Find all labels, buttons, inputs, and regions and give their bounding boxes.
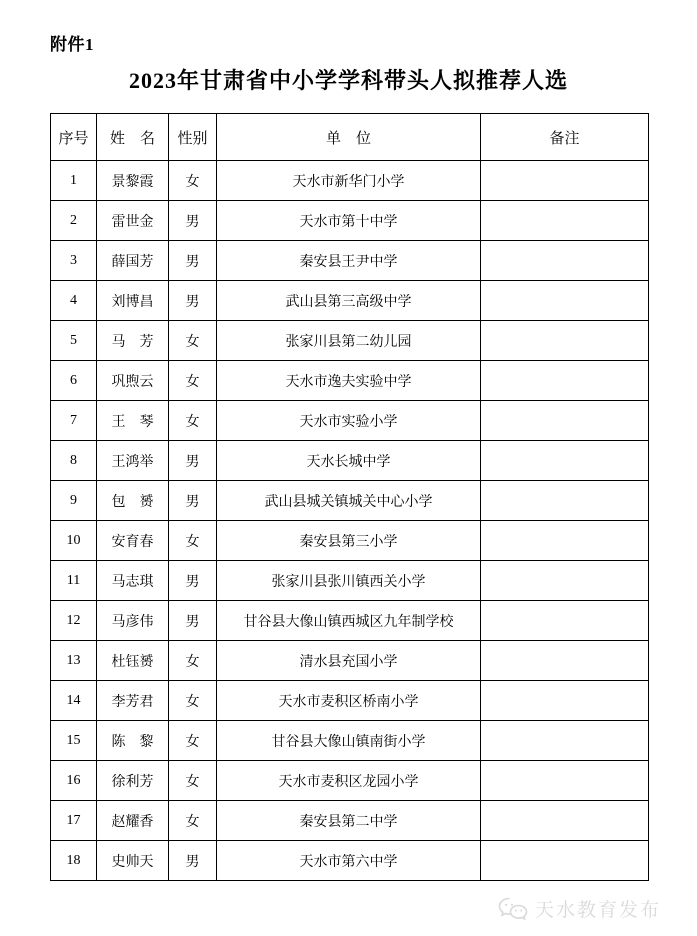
note-cell <box>481 681 649 721</box>
row-number-cell: 3 <box>51 241 97 281</box>
row-number-cell: 18 <box>51 841 97 881</box>
note-cell <box>481 561 649 601</box>
header-name: 姓 名 <box>97 114 169 161</box>
note-cell <box>481 281 649 321</box>
name-cell: 杜钰赟 <box>97 641 169 681</box>
name-cell: 赵耀香 <box>97 801 169 841</box>
name-cell: 王鸿举 <box>97 441 169 481</box>
name-cell: 包 赟 <box>97 481 169 521</box>
gender-cell: 男 <box>169 601 217 641</box>
row-number-cell: 17 <box>51 801 97 841</box>
row-number-cell: 5 <box>51 321 97 361</box>
watermark-text: 天水教育发布 <box>534 900 661 921</box>
row-number-cell: 11 <box>51 561 97 601</box>
attachment-label: 附件1 <box>50 35 94 54</box>
name-cell: 景黎霞 <box>97 161 169 201</box>
header-unit: 单 位 <box>217 114 481 161</box>
unit-cell: 甘谷县大像山镇南街小学 <box>217 721 481 761</box>
unit-cell: 张家川县张川镇西关小学 <box>217 561 481 601</box>
unit-cell: 张家川县第二幼儿园 <box>217 321 481 361</box>
table-row <box>51 521 649 561</box>
unit-cell: 武山县第三高级中学 <box>217 281 481 321</box>
row-number-cell: 14 <box>51 681 97 721</box>
note-cell <box>481 241 649 281</box>
name-cell: 雷世金 <box>97 201 169 241</box>
name-cell: 安育春 <box>97 521 169 561</box>
gender-cell: 女 <box>169 521 217 561</box>
table-row <box>51 761 649 801</box>
name-cell: 巩煦云 <box>97 361 169 401</box>
table-row <box>51 801 649 841</box>
table-row <box>51 401 649 441</box>
gender-cell: 女 <box>169 161 217 201</box>
unit-cell: 秦安县第二中学 <box>217 801 481 841</box>
row-number-cell: 9 <box>51 481 97 521</box>
header-note: 备注 <box>481 114 649 161</box>
table-row <box>51 841 649 881</box>
row-number-cell: 7 <box>51 401 97 441</box>
name-cell: 李芳君 <box>97 681 169 721</box>
table-row <box>51 481 649 521</box>
table-row <box>51 361 649 401</box>
table-row <box>51 561 649 601</box>
note-cell <box>481 321 649 361</box>
note-cell <box>481 641 649 681</box>
name-cell: 刘博昌 <box>97 281 169 321</box>
page-title: 2023年甘肃省中小学学科带头人拟推荐人选 <box>128 68 568 93</box>
gender-cell: 女 <box>169 721 217 761</box>
note-cell <box>481 441 649 481</box>
table-row <box>51 281 649 321</box>
unit-cell: 甘谷县大像山镇西城区九年制学校 <box>217 601 481 641</box>
unit-cell: 天水市逸夫实验中学 <box>217 361 481 401</box>
table-row <box>51 161 649 201</box>
gender-cell: 男 <box>169 561 217 601</box>
table-row <box>51 601 649 641</box>
table-row <box>51 641 649 681</box>
name-cell: 马 芳 <box>97 321 169 361</box>
table-row <box>51 721 649 761</box>
name-cell: 陈 黎 <box>97 721 169 761</box>
note-cell <box>481 721 649 761</box>
unit-cell: 清水县充国小学 <box>217 641 481 681</box>
name-cell: 马志琪 <box>97 561 169 601</box>
note-cell <box>481 801 649 841</box>
unit-cell: 天水市第十中学 <box>217 201 481 241</box>
unit-cell: 秦安县第三小学 <box>217 521 481 561</box>
note-cell <box>481 521 649 561</box>
name-cell: 薛国芳 <box>97 241 169 281</box>
note-cell <box>481 361 649 401</box>
gender-cell: 女 <box>169 401 217 441</box>
row-number-cell: 10 <box>51 521 97 561</box>
table-row <box>51 681 649 721</box>
gender-cell: 女 <box>169 681 217 721</box>
recommendation-table <box>50 113 649 881</box>
unit-cell: 天水市第六中学 <box>217 841 481 881</box>
name-cell: 马彦伟 <box>97 601 169 641</box>
row-number-cell: 4 <box>51 281 97 321</box>
gender-cell: 女 <box>169 641 217 681</box>
row-number-cell: 6 <box>51 361 97 401</box>
gender-cell: 男 <box>169 281 217 321</box>
note-cell <box>481 161 649 201</box>
note-cell <box>481 761 649 801</box>
header-gender: 性别 <box>169 114 217 161</box>
name-cell: 王 琴 <box>97 401 169 441</box>
gender-cell: 女 <box>169 761 217 801</box>
row-number-cell: 12 <box>51 601 97 641</box>
table-header-row <box>51 114 649 161</box>
wechat-icon <box>498 897 528 921</box>
unit-cell: 武山县城关镇城关中心小学 <box>217 481 481 521</box>
row-number-cell: 13 <box>51 641 97 681</box>
note-cell <box>481 841 649 881</box>
unit-cell: 天水市新华门小学 <box>217 161 481 201</box>
row-number-cell: 1 <box>51 161 97 201</box>
note-cell <box>481 601 649 641</box>
row-number-cell: 8 <box>51 441 97 481</box>
gender-cell: 男 <box>169 441 217 481</box>
gender-cell: 女 <box>169 361 217 401</box>
unit-cell: 秦安县王尹中学 <box>217 241 481 281</box>
gender-cell: 男 <box>169 481 217 521</box>
name-cell: 徐利芳 <box>97 761 169 801</box>
gender-cell: 女 <box>169 801 217 841</box>
note-cell <box>481 201 649 241</box>
row-number-cell: 15 <box>51 721 97 761</box>
unit-cell: 天水市麦积区桥南小学 <box>217 681 481 721</box>
table-row <box>51 241 649 281</box>
note-cell <box>481 481 649 521</box>
unit-cell: 天水市实验小学 <box>217 401 481 441</box>
gender-cell: 男 <box>169 841 217 881</box>
table-row <box>51 321 649 361</box>
table-row <box>51 201 649 241</box>
gender-cell: 男 <box>169 241 217 281</box>
row-number-cell: 2 <box>51 201 97 241</box>
gender-cell: 女 <box>169 321 217 361</box>
gender-cell: 男 <box>169 201 217 241</box>
name-cell: 史帅天 <box>97 841 169 881</box>
row-number-cell: 16 <box>51 761 97 801</box>
table-row <box>51 441 649 481</box>
watermark <box>498 895 661 922</box>
note-cell <box>481 401 649 441</box>
unit-cell: 天水长城中学 <box>217 441 481 481</box>
header-no: 序号 <box>51 114 97 161</box>
unit-cell: 天水市麦积区龙园小学 <box>217 761 481 801</box>
